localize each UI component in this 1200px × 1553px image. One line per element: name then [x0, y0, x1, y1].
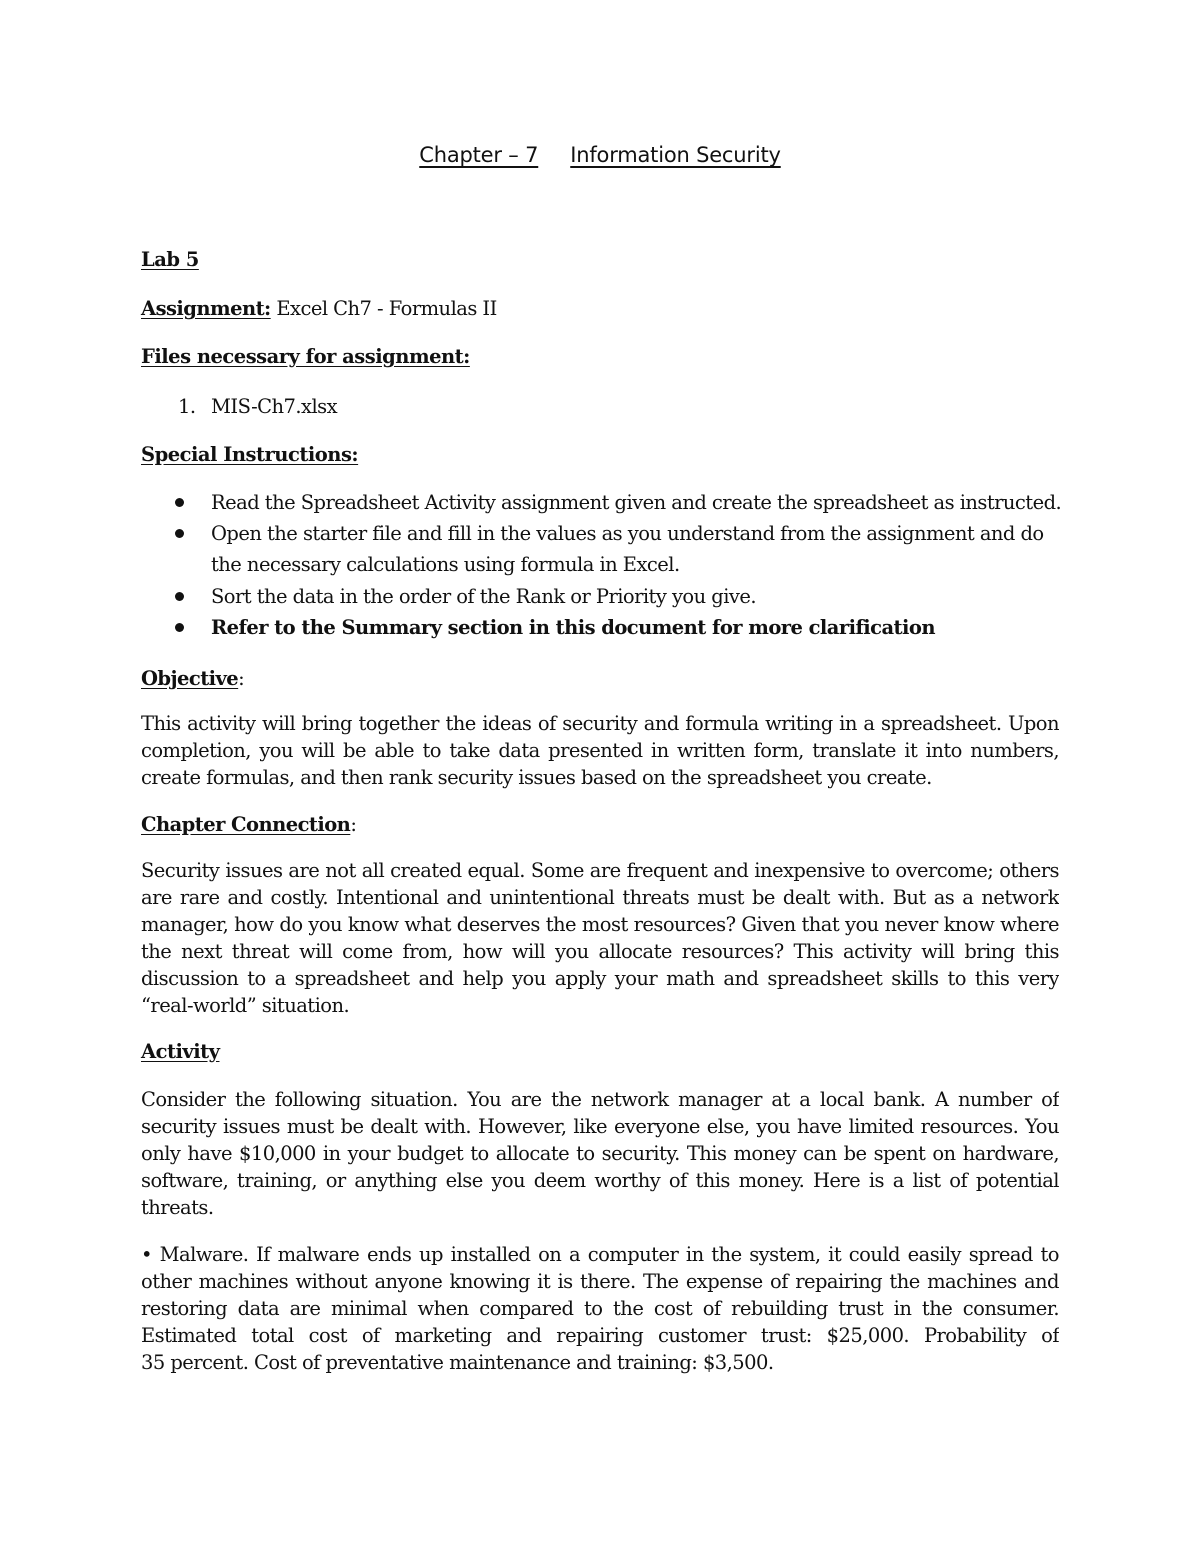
paragraph-line: • Malware. If malware ends up installed on a computer in the system, it could easily spread to: [141, 1243, 1059, 1266]
paragraph-line: discussion to a spreadsheet and help you apply your math and spreadsheet skills to this very: [141, 967, 1059, 990]
instruction-text: Open the starter file and fill in the values as you understand from the assignment and do: [211, 522, 1044, 545]
list-number: 1.: [178, 395, 196, 418]
instruction-item: [141, 489, 1062, 516]
activity-heading: Activity: [141, 1040, 220, 1063]
paragraph-line: manager, how do you know what deserves the most resources? Given that you never know where: [141, 913, 1059, 936]
paragraph-line: are rare and costly. Intentional and unintentional threats must be dealt with. But as a network: [141, 886, 1059, 909]
objective-heading-line: [141, 665, 244, 692]
bullet-icon: [175, 592, 184, 601]
bullet-icon: [175, 623, 184, 632]
instruction-text-bold: Refer to the Summary section in this document for more clarification: [211, 616, 935, 639]
activity-paragraph: [141, 1086, 1059, 1221]
instruction-item: [141, 614, 1059, 641]
special-instructions-heading: Special Instructions:: [141, 443, 359, 466]
paragraph-line: software, training, or anything else you deem worthy of this money. Here is a list of potential: [141, 1169, 1059, 1192]
title-chapter: Chapter – 7: [419, 143, 539, 167]
title-topic: Information Security: [570, 143, 781, 167]
paragraph-line: the next threat will come from, how will you allocate resources? This activity will bring this: [141, 940, 1059, 963]
paragraph-line: only have $10,000 in your budget to allocate to security. This money can be spent on hardware,: [141, 1142, 1059, 1165]
page-title: [0, 143, 1200, 167]
paragraph-line: Security issues are not all created equal. Some are frequent and inexpensive to overcome; others: [141, 859, 1059, 882]
paragraph-line: “real-world” situation.: [141, 994, 350, 1017]
files-heading: Files necessary for assignment:: [141, 345, 470, 368]
instruction-continuation: [141, 551, 1059, 578]
file-list-item: [141, 393, 1041, 420]
objective-paragraph: [141, 710, 1059, 791]
assignment-value: Excel Ch7 - Formulas II: [276, 297, 497, 320]
objective-heading: Objective: [141, 667, 239, 690]
chapter-connection-colon: :: [350, 813, 357, 836]
instruction-item: [141, 520, 1059, 547]
paragraph-line: completion, you will be able to take data presented in written form, translate it into numbers,: [141, 739, 1059, 762]
malware-paragraph: [141, 1241, 1059, 1376]
paragraph-line: restoring data are minimal when compared to the cost of rebuilding trust in the consumer.: [141, 1297, 1059, 1320]
chapter-connection-heading-line: [141, 811, 356, 838]
paragraph-line: This activity will bring together the ideas of security and formula writing in a spreadsheet. Upon: [141, 712, 1059, 735]
paragraph-line: security issues must be dealt with. However, like everyone else, you have limited resources. You: [141, 1115, 1059, 1138]
lab-heading: Lab 5: [141, 248, 199, 271]
paragraph-line: 35 percent. Cost of preventative maintenance and training: $3,500.: [141, 1351, 774, 1374]
paragraph-line: threats.: [141, 1196, 214, 1219]
paragraph-line: create formulas, and then rank security issues based on the spreadsheet you create.: [141, 766, 932, 789]
chapter-connection-paragraph: [141, 857, 1059, 1019]
assignment-label: Assignment:: [141, 297, 271, 320]
instruction-text: Read the Spreadsheet Activity assignment given and create the spreadsheet as instructed.: [211, 491, 1062, 514]
chapter-connection-heading: Chapter Connection: [141, 813, 351, 836]
file-name: MIS-Ch7.xlsx: [211, 395, 338, 418]
paragraph-line: other machines without anyone knowing it is there. The expense of repairing the machines and: [141, 1270, 1059, 1293]
bullet-icon: [175, 498, 184, 507]
instruction-text: Sort the data in the order of the Rank or Priority you give.: [211, 585, 756, 608]
instruction-text: the necessary calculations using formula in Excel.: [211, 553, 680, 576]
objective-colon: :: [238, 667, 245, 690]
assignment-line: [141, 295, 497, 322]
instruction-item: [141, 583, 1059, 610]
paragraph-line: Estimated total cost of marketing and repairing customer trust: $25,000. Probability of: [141, 1324, 1059, 1347]
paragraph-line: Consider the following situation. You are the network manager at a local bank. A number of: [141, 1088, 1059, 1111]
bullet-icon: [175, 529, 184, 538]
